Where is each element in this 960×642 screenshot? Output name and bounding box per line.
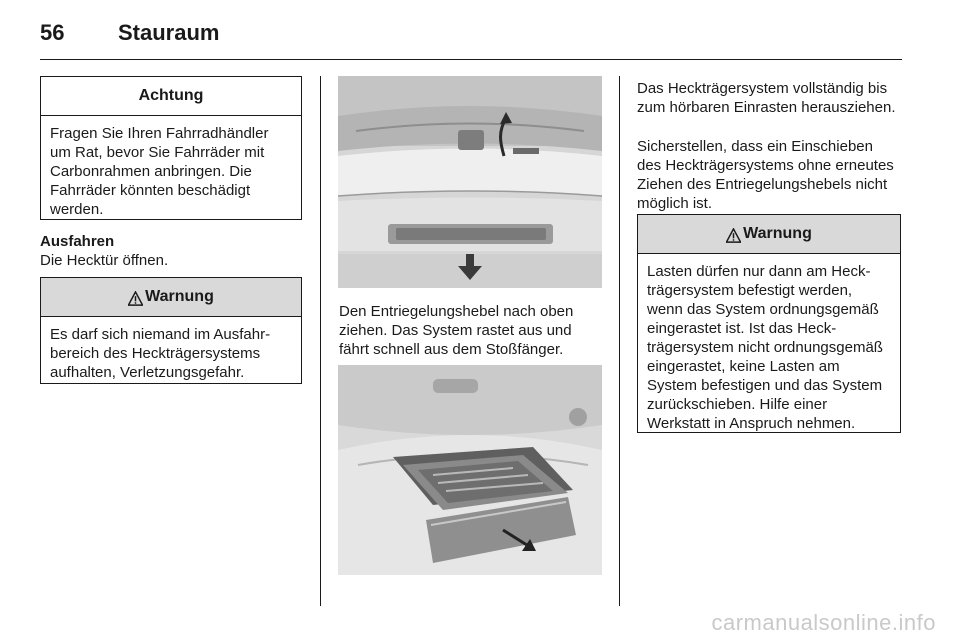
warning-box-right	[637, 214, 901, 433]
caution-box-title: Achtung	[41, 77, 301, 116]
page-header	[40, 14, 902, 54]
page-number: 56	[40, 20, 65, 45]
column-divider-right	[619, 76, 620, 606]
section-title: Stauraum	[118, 20, 220, 45]
warning-box-right-header	[638, 215, 900, 254]
warning-box-left-header	[41, 278, 301, 317]
warning-box-right-title: Warnung	[743, 225, 812, 242]
figure-carrier-extended	[338, 365, 602, 575]
warning-box-right-body: Lasten dürfen nur dann am Heckträgersystem befestigt werden, wenn das System ordnungsgemäß eingerastet ist. Ist das Heckträgersystem nicht ordnungsgemäß eingerastet, keine Lasten am System befestigen und das System zurückschieben. Hilfe einer Werkstatt in Anspruch nehmen.	[647, 263, 883, 432]
column-divider-left	[320, 76, 321, 606]
subheading-ausfahren: Ausfahren	[40, 233, 115, 250]
watermark: carmanualsonline.info	[711, 610, 936, 635]
para-verify-lock: Sicherstellen, dass ein Einschieben des Heckträgersystems ohne erneutes Ziehen des Entriegelungshebels nicht möglich ist.	[637, 138, 894, 212]
figure-release-lever	[338, 76, 602, 288]
warning-box-left-title: Warnung	[145, 288, 214, 305]
extended-carrier-illustration	[338, 365, 602, 575]
para-pull-fully: Das Heckträgersystem vollständig bis zum hörbaren Einrasten herausziehen.	[637, 80, 896, 116]
bumper-lever-illustration	[338, 76, 602, 288]
warning-triangle-icon	[726, 228, 741, 243]
warning-box-left-body: Es darf sich niemand im Ausfahrbereich des Heckträgersystems aufhalten, Verletzungsgefahr.	[50, 326, 271, 381]
caution-box	[40, 76, 302, 220]
warning-triangle-icon	[128, 291, 143, 306]
warning-box-left	[40, 277, 302, 384]
caution-box-body: Fragen Sie Ihren Fahrradhändler um Rat, bevor Sie Fahrräder mit Carbonrahmen anbringen. Die Fahrräder könnten beschädigt werden.	[50, 125, 269, 218]
header-rule	[40, 59, 902, 60]
instruction-pull-lever: Den Entriegelungshebel nach oben ziehen. Das System rastet aus und fährt schnell aus dem Stoßfänger.	[339, 303, 574, 358]
step-open-tailgate: Die Hecktür öffnen.	[40, 252, 169, 269]
